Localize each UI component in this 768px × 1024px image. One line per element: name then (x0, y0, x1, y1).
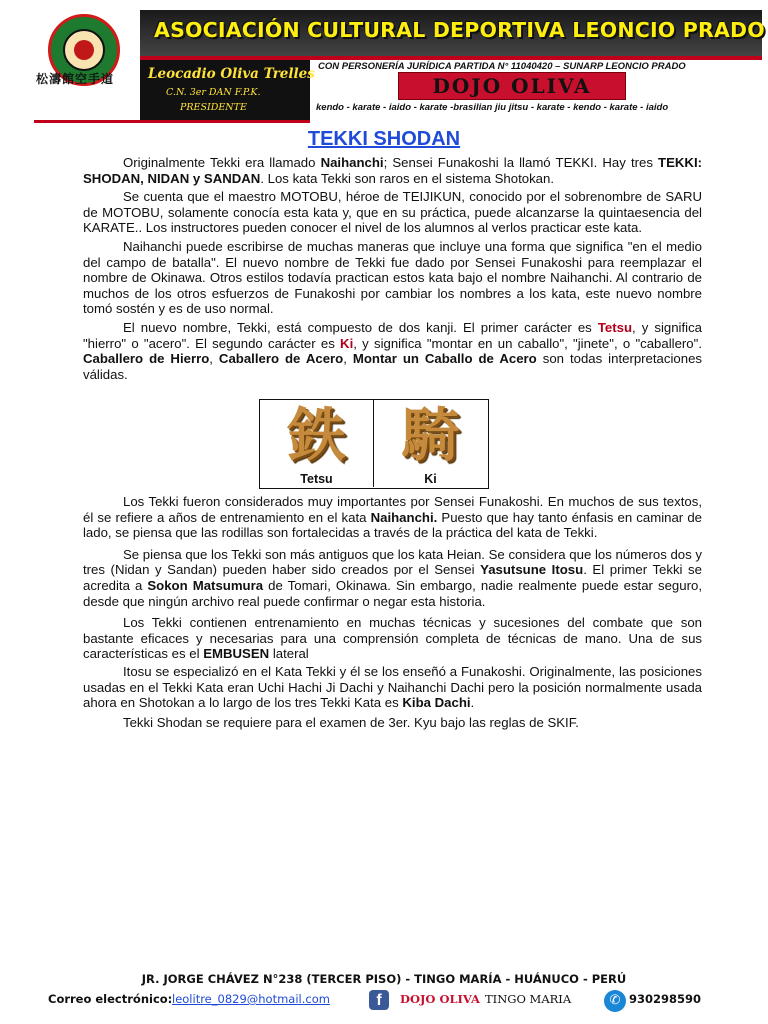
kanji-ki: 騎 (401, 401, 460, 469)
footer-dojo-name: DOJO OLIVA (400, 992, 480, 1006)
phone-icon: ✆ (604, 990, 626, 1012)
email-label: Correo electrónico: (48, 992, 173, 1006)
kanji-tetsu: 鉄 (287, 401, 346, 469)
letterhead (34, 8, 765, 120)
legal-registration: CON PERSONERÍA JURÍDICA PARTIDA N° 11040420 – SUNARP LEONCIO PRADO (318, 61, 686, 72)
paragraph-2: Se cuenta que el maestro MOTOBU, héroe de TEIJIKUN, conocido por el sobrenombre de SARU de MOTOBU, solamente conocía esta kata y, que en su práctica, puede alcanzarse la quintaesencia del KARATE.. Los instructores pueden conocer el nivel de los alumnos al verlos practicar este kata. (83, 189, 702, 236)
dojo-name: DOJO OLIVA (432, 74, 592, 98)
kanji-label-ki: Ki (424, 472, 437, 486)
text-block-2 (83, 494, 702, 730)
footer-address: JR. JORGE CHÁVEZ N°238 (TERCER PISO) - TINGO MARÍA - HUÁNUCO - PERÚ (141, 972, 627, 986)
martial-arts-list: kendo - karate - iaido - karate -brasilian jiu jitsu - karate - kendo - karate - iaido (316, 102, 669, 113)
paragraph-3: Naihanchi puede escribirse de muchas maneras que incluye una forma que significa "en el medio del campo de batalla". El nuevo nombre de Tekki fue dado por Sensei Funakoshi para reemplazar el nombre de Okinawa. Otros estilos todavía practican estos kata bajo el nombre Naihanchi. Al contrario de muchos de los otros esfuerzos de Funakoshi por cambiar los nombres a los kata, este nuevo nombre tomó sostén y es de uso normal. (83, 238, 702, 317)
kanji-cell-tetsu (260, 400, 374, 487)
kanji-label-tetsu: Tetsu (300, 472, 333, 486)
paragraph-6: Se piensa que los Tekki son más antiguos que los kata Heian. Se considera que los números dos y tres (Nidan y Sandan) pueden haber sido creados por el Sensei Yasutsune Itosu. El primer Tekki se acredita a Sokon Matsumura de Tomari, Okinawa. Sin embargo, nadie realmente puede estar seguro, desde que ningún archivo real puede confirmar o negar esta historia. (83, 546, 702, 609)
logo-panel (34, 8, 148, 123)
logo-kanji: 松濤館空手道 (36, 72, 115, 86)
kanji-cell-ki (374, 400, 487, 487)
dojo-banner (398, 72, 626, 100)
phone-number: 930298590 (629, 992, 702, 1006)
paragraph-9: Tekki Shodan se requiere para el examen de 3er. Kyu bajo las reglas de SKIF. (123, 714, 579, 730)
document-title: TEKKI SHODAN (307, 128, 461, 150)
footer-city: TINGO MARIA (485, 992, 572, 1006)
president-rank: C.N. 3er DAN F.P.K. (166, 87, 261, 98)
title-band (140, 10, 765, 60)
president-box (140, 60, 315, 123)
president-role: PRESIDENTE (180, 102, 247, 113)
paragraph-4: El nuevo nombre, Tekki, está compuesto de dos kanji. El primer carácter es Tetsu, y significa "hierro" o "acero". El segundo carácter es Ki, y significa "montar en un caballo", "jinete", o "caballero". Caballero de Hierro, Caballero de Acero, Montar un Caballo de Acero son todas interpretaciones válidas. (83, 319, 703, 382)
paragraph-1: Originalmente Tekki era llamado Naihanchi; Sensei Funakoshi la llamó TEKKI. Hay tres TEKKI: SHODAN, NIDAN y SANDAN. Los kata Tekki son raros en el sistema Shotokan. (83, 155, 703, 186)
footer-contact (0, 990, 768, 1010)
president-name: Leocadio Oliva Trelles (148, 66, 315, 82)
paragraph-5: Los Tekki fueron considerados muy importantes por Sensei Funakoshi. En muchos de sus textos, él se refiere a años de entrenamiento en el kata Naihanchi. Puesto que hay tanto énfasis en caminar de lado, se piensa que las rodillas son fortalecidas a través de la práctica del kata de Tekki. (83, 494, 702, 541)
association-name: ASOCIACIÓN CULTURAL DEPORTIVA LEONCIO PRADO (154, 18, 765, 42)
facebook-icon[interactable]: f (369, 990, 389, 1010)
paragraph-8: Itosu se especializó en el Kata Tekki y él se los enseñó a Funakoshi. Originalmente, las posiciones usadas en el Tekki Kata eran Uchi Hachi Ji Dachi y Naihanchi Dachi pero la posición normalmente usada ahora en Shotokan a lo largo de los tres Tekki Kata es Kiba Dachi. (83, 663, 702, 711)
email-link[interactable]: leolitre_0829@hotmail.com (172, 992, 330, 1006)
paragraph-7: Los Tekki contienen entrenamiento en muchas técnicas y sucesiones del combate que son bastante eficaces y necesarias para una comprensión completa de técnicas de mano. Una de sus características es el EMBUSEN lateral (83, 615, 702, 662)
kanji-table (259, 399, 489, 489)
header-banner (140, 10, 765, 120)
text-block-1 (83, 155, 702, 382)
